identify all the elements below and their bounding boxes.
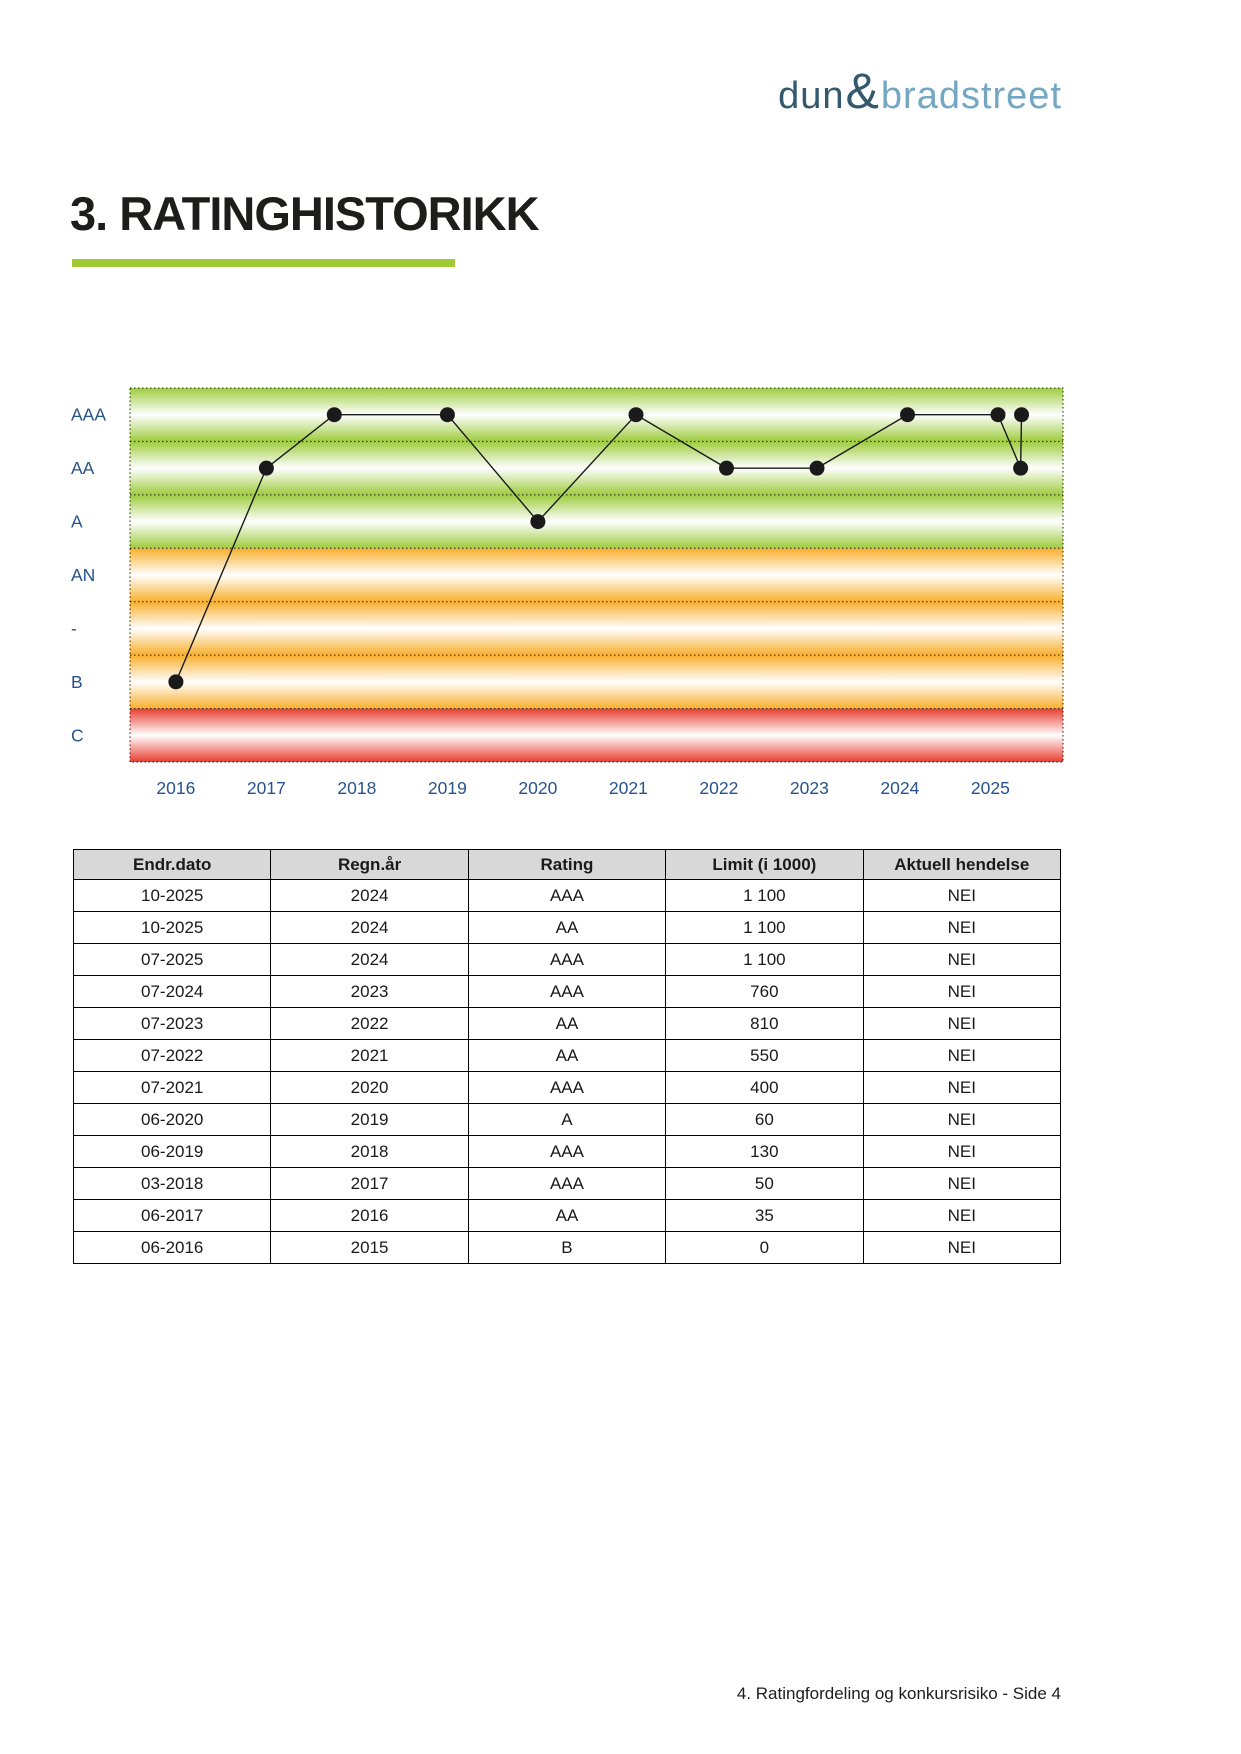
y-axis-label-A: A [71, 511, 83, 532]
table-cell: NEI [863, 1232, 1060, 1264]
table-cell: AAA [468, 976, 665, 1008]
band-A [130, 495, 1063, 548]
table-row [74, 976, 1061, 1008]
table-cell: A [468, 1104, 665, 1136]
table-cell: AA [468, 1040, 665, 1072]
rating-point-06-2020-A [530, 514, 545, 529]
table-row [74, 944, 1061, 976]
rating-history-chart [0, 340, 1241, 810]
table-cell: NEI [863, 944, 1060, 976]
table-cell: NEI [863, 1072, 1060, 1104]
table-row [74, 880, 1061, 912]
rating-point-07-2024-AAA [900, 407, 915, 422]
table-cell: 06-2020 [74, 1104, 271, 1136]
table-cell: 10-2025 [74, 880, 271, 912]
table-cell: AA [468, 1008, 665, 1040]
logo-ampersand-icon: & [845, 63, 880, 119]
rating-point-10-2025-AA [1013, 461, 1028, 476]
column-header: Aktuell hendelse [863, 850, 1060, 880]
column-header: Regn.år [271, 850, 468, 880]
table-cell: NEI [863, 1008, 1060, 1040]
rating-point-06-2019-AAA [440, 407, 455, 422]
table-cell: 2022 [271, 1008, 468, 1040]
table-cell: 2015 [271, 1232, 468, 1264]
table-cell: 50 [666, 1168, 863, 1200]
rating-point-03-2018-AAA [327, 407, 342, 422]
x-axis-label-2017: 2017 [246, 778, 286, 798]
x-axis-label-2021: 2021 [608, 778, 648, 798]
dun-and-bradstreet-logo [778, 63, 1062, 119]
table-cell: 2021 [271, 1040, 468, 1072]
table-row [74, 1136, 1061, 1168]
table-cell: 550 [666, 1040, 863, 1072]
table-cell: AAA [468, 944, 665, 976]
column-header: Rating [468, 850, 665, 880]
table-cell: 06-2016 [74, 1232, 271, 1264]
table-cell: B [468, 1232, 665, 1264]
table-cell: AAA [468, 1072, 665, 1104]
x-axis-label-2020: 2020 [518, 778, 558, 798]
table-row [74, 1072, 1061, 1104]
table-cell: 07-2022 [74, 1040, 271, 1072]
y-axis-label-C: C [71, 725, 84, 746]
logo-text-bradstreet: bradstreet [880, 75, 1062, 117]
x-axis-label-2023: 2023 [789, 778, 829, 798]
table-cell: 2020 [271, 1072, 468, 1104]
table-cell: NEI [863, 1168, 1060, 1200]
table-cell: 07-2021 [74, 1072, 271, 1104]
rating-point-07-2021-AAA [629, 407, 644, 422]
y-axis-label-AA: AA [71, 458, 95, 479]
band-B [130, 655, 1063, 708]
table-cell: 2016 [271, 1200, 468, 1232]
table-header [74, 850, 1061, 880]
column-header: Limit (i 1000) [666, 850, 863, 880]
table-cell: 06-2019 [74, 1136, 271, 1168]
rating-point-06-2016-B [168, 674, 183, 689]
table-cell: 400 [666, 1072, 863, 1104]
table-cell: 03-2018 [74, 1168, 271, 1200]
rating-point-07-2023-AA [810, 461, 825, 476]
rating-point-07-2025-AAA [991, 407, 1006, 422]
table-cell: 07-2025 [74, 944, 271, 976]
table-cell: 2024 [271, 912, 468, 944]
x-axis-label-2019: 2019 [427, 778, 467, 798]
table-cell: 2024 [271, 880, 468, 912]
column-header: Endr.dato [74, 850, 271, 880]
rating-point-06-2017-AA [259, 461, 274, 476]
x-axis-label-2016: 2016 [156, 778, 196, 798]
table-cell: 60 [666, 1104, 863, 1136]
table-cell: AA [468, 912, 665, 944]
table-cell: AAA [468, 1136, 665, 1168]
table-cell: 0 [666, 1232, 863, 1264]
table-cell: 130 [666, 1136, 863, 1168]
table-cell: NEI [863, 1040, 1060, 1072]
band-C [130, 709, 1063, 762]
table-cell: 06-2017 [74, 1200, 271, 1232]
band-dash [130, 602, 1063, 655]
table-cell: 07-2024 [74, 976, 271, 1008]
title-accent-bar [72, 259, 455, 267]
table-cell: 2017 [271, 1168, 468, 1200]
x-axis-label-2022: 2022 [699, 778, 739, 798]
table-cell: 2019 [271, 1104, 468, 1136]
table-row [74, 1104, 1061, 1136]
table-row [74, 912, 1061, 944]
table-cell: NEI [863, 1136, 1060, 1168]
table-cell: NEI [863, 1200, 1060, 1232]
table-body [74, 880, 1061, 1264]
table-cell: AAA [468, 880, 665, 912]
table-cell: 35 [666, 1200, 863, 1232]
x-axis-label-2024: 2024 [880, 778, 920, 798]
table-cell: AA [468, 1200, 665, 1232]
y-axis-label-AAA: AAA [71, 404, 107, 425]
page-title: 3. RATINGHISTORIKK [70, 187, 539, 240]
rating-history-table [73, 849, 1061, 1264]
table-cell: 810 [666, 1008, 863, 1040]
band-AN [130, 548, 1063, 601]
table-cell: 2018 [271, 1136, 468, 1168]
table-cell: 2024 [271, 944, 468, 976]
table-header-row [74, 850, 1061, 880]
table-cell: NEI [863, 1104, 1060, 1136]
table-cell: 760 [666, 976, 863, 1008]
logo-text-dun: dun [778, 75, 845, 117]
table-cell: 1 100 [666, 944, 863, 976]
y-axis-label-AN: AN [71, 565, 96, 585]
x-axis-label-2018: 2018 [337, 778, 377, 798]
table-cell: NEI [863, 880, 1060, 912]
table-cell: 1 100 [666, 880, 863, 912]
rating-point-10-2025-AAA [1014, 407, 1029, 422]
table-cell: NEI [863, 912, 1060, 944]
y-axis-label-B: B [71, 671, 83, 692]
page-footer: 4. Ratingfordeling og konkursrisiko - Side 4 [736, 1684, 1061, 1703]
table-cell: 07-2023 [74, 1008, 271, 1040]
rating-point-07-2022-AA [719, 461, 734, 476]
table-row [74, 1200, 1061, 1232]
table-row [74, 1008, 1061, 1040]
table-cell: 1 100 [666, 912, 863, 944]
table-cell: NEI [863, 976, 1060, 1008]
table-row [74, 1232, 1061, 1264]
x-axis-label-2025: 2025 [970, 778, 1010, 798]
table-row [74, 1040, 1061, 1072]
table-cell: 10-2025 [74, 912, 271, 944]
table-cell: 2023 [271, 976, 468, 1008]
table-row [74, 1168, 1061, 1200]
table-cell: AAA [468, 1168, 665, 1200]
y-axis-label-dash: - [71, 618, 77, 639]
